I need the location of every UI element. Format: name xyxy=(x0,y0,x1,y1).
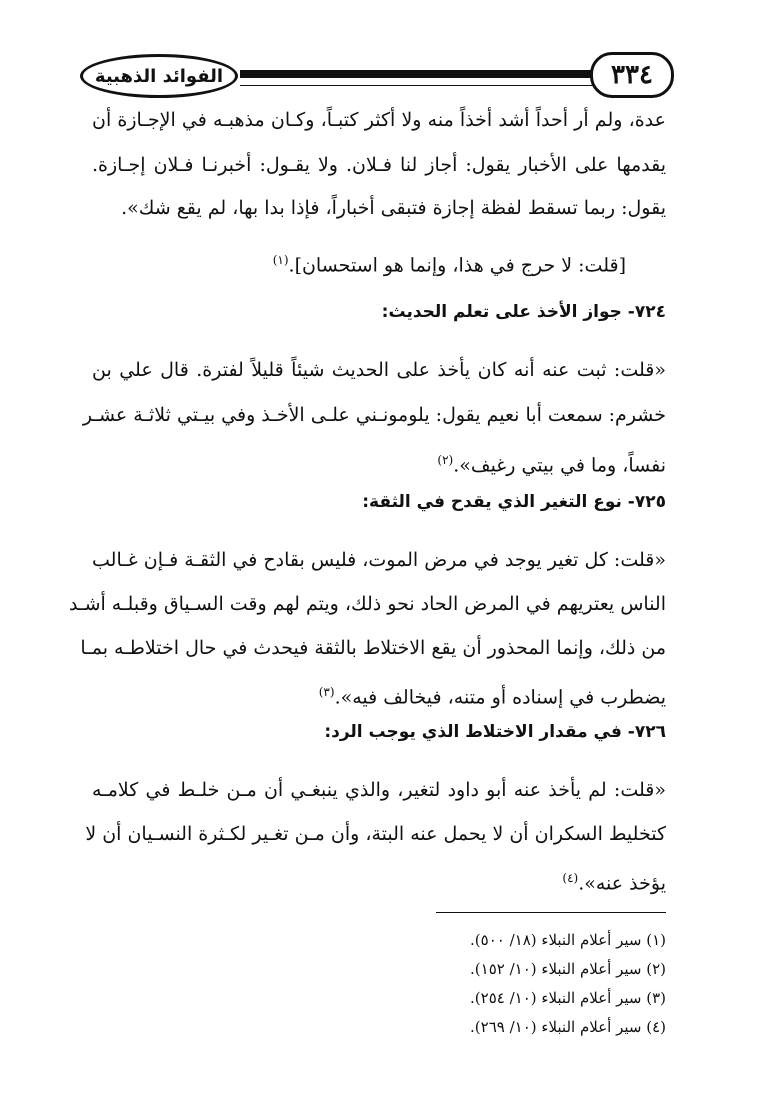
paragraph-text: نفساً، وما في بيتي رغيف». xyxy=(453,454,666,477)
footnote-ref: (٢) xyxy=(437,453,454,467)
footnote-ref: (٤) xyxy=(562,871,579,885)
paragraph-line: يقول: ربما تسقط لفظة إجازة فتبقى أخباراً، فإذا بدا بها، لم يقع شك». xyxy=(121,197,666,219)
paragraph-line: «قلت: كل تغير يوجد في مرض الموت، فليس بقادح في الثقـة فـإن غـالب xyxy=(92,549,666,571)
paragraph-line: كتخليط السكران أن لا يحمل عنه البتة، وأن مـن تغـير لكـثرة النسـيان أن لا xyxy=(85,823,666,845)
footnote-ref: (٣) xyxy=(318,685,335,699)
footnote: (٢) سير أعلام النبلاء (١٠/ ١٥٢). xyxy=(470,960,666,978)
paragraph-text: يضطرب في إسناده أو متنه، فيخالف فيه». xyxy=(334,686,666,709)
paragraph-text: يؤخذ عنه». xyxy=(578,872,666,895)
paragraph-line: خشرم: سمعت أبا نعيم يقول: يلومونـني علـى الأخـذ وفي بيـتي ثلاثـة عشـر xyxy=(82,404,666,426)
paragraph-line: عدة، ولم أر أحداً أشد أخذاً منه ولا أكثر كتبـاً، وكـان مذهبـه في الإجـازة أن xyxy=(92,109,666,131)
author-note-text: [قلت: لا حرج في هذا، وإنما هو استحسان]. xyxy=(288,254,626,277)
page-header xyxy=(80,48,674,100)
header-rule-thick xyxy=(240,70,604,78)
paragraph-line: الناس يعتريهم في المرض الحاد نحو ذلك، ويتم لهم وقت السـياق وقبلـه أشـد xyxy=(69,593,666,615)
author-note xyxy=(92,240,666,280)
footnote: (٣) سير أعلام النبلاء (١٠/ ٢٥٤). xyxy=(470,989,666,1007)
paragraph-line xyxy=(92,858,666,898)
footnote: (١) سير أعلام النبلاء (١٨/ ٥٠٠). xyxy=(470,931,666,949)
paragraph-line: من ذلك، وإنما المحذور أن يقع الاختلاط بالثقة فيحدث في حال اختلاطـه بمـا xyxy=(80,637,666,659)
page-number: ٣٣٤ xyxy=(590,52,674,98)
paragraph-line: «قلت: ثبت عنه أنه كان يأخذ على الحديث شيئاً قليلاً لفترة. قال علي بن xyxy=(92,359,666,381)
footnote-separator xyxy=(436,912,666,913)
footnote: (٤) سير أعلام النبلاء (١٠/ ٢٦٩). xyxy=(470,1018,666,1036)
paragraph-line: «قلت: لم يأخذ عنه أبو داود لتغير، والذي ينبغـي أن مـن خلـط في كلامـه xyxy=(92,779,666,801)
section-heading: ٧٢٤- جواز الأخذ على تعلم الحديث: xyxy=(381,302,666,322)
paragraph-line xyxy=(92,672,666,712)
footnote-ref: (١) xyxy=(272,253,289,267)
header-rule-thin xyxy=(240,85,604,86)
running-title: الفوائد الذهبية xyxy=(80,54,238,98)
section-heading: ٧٢٦- في مقدار الاختلاط الذي يوجب الرد: xyxy=(324,722,666,742)
paragraph-line xyxy=(92,440,666,480)
paragraph-line: يقدمها على الأخبار يقول: أجاز لنا فـلان. ولا يقـول: أخبرنـا فـلان إجـازة. xyxy=(92,154,666,176)
section-heading: ٧٢٥- نوع التغير الذي يقدح في الثقة: xyxy=(362,492,666,512)
